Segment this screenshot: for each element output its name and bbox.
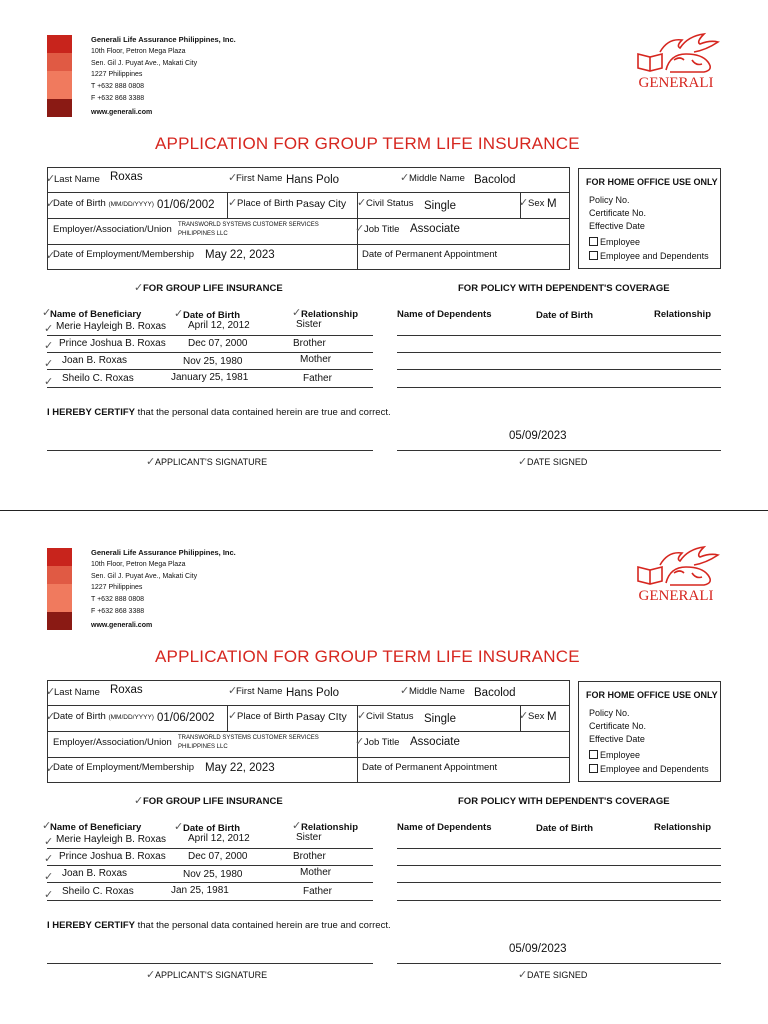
generali-lion-logo (630, 543, 722, 603)
dependent-row-line (397, 900, 721, 901)
dob-label: Date of Birth (MM/DD/YYYY) (53, 198, 154, 209)
dependent-dob-header: Date of Birth (536, 823, 593, 834)
home-office-heading: FOR HOME OFFICE USE ONLY (586, 690, 718, 700)
dob-value: 01/06/2002 (157, 199, 215, 211)
brand-swatch-3 (47, 71, 72, 99)
first-name-label: First Name (236, 173, 283, 184)
dependent-dob-header: Date of Birth (536, 310, 593, 321)
place-of-birth-label: Place of Birth (237, 198, 294, 209)
last-name-label: Last Name (54, 687, 100, 698)
brand-swatch-4 (47, 99, 72, 117)
home-office-heading: FOR HOME OFFICE USE ONLY (586, 177, 718, 187)
middle-name-label: Middle Name (409, 173, 465, 184)
employer-label: Employer/Association/Union (53, 737, 172, 748)
company-name: Generali Life Assurance Philippines, Inc. (91, 548, 236, 557)
svg-text:GENERALI: GENERALI (638, 588, 714, 603)
company-name: Generali Life Assurance Philippines, Inc. (91, 35, 236, 44)
company-address: 10th Floor, Petron Mega Plaza Sen. Gil J. Puyat Ave., Makati City 1227 Philippines T +632 888 0808 F +632 868 3388 (91, 561, 198, 615)
certificate-no-label: Certificate No. (589, 721, 647, 731)
place-of-birth-value: Pasay City (296, 198, 347, 210)
company-address: 10th Floor, Petron Mega Plaza Sen. Gil J. Puyat Ave., Makati City 1227 Philippines T +632 888 0808 F +632 868 3388 (91, 48, 198, 102)
brand-swatch-1 (47, 35, 72, 53)
dependent-row-line (397, 882, 721, 883)
employer-value: TRANSWORLD SYSTEMS CUSTOMER SERVICES PHILIPPINES LLC (178, 222, 319, 237)
date-permanent-label: Date of Permanent Appointment (362, 762, 498, 773)
relationship-header: Relationship (301, 822, 359, 833)
company-website: www.generali.com (91, 109, 153, 116)
dependents-coverage-heading: FOR POLICY WITH DEPENDENT'S COVERAGE (458, 283, 670, 294)
middle-name-value: Bacolod (474, 687, 516, 699)
employee-checkbox[interactable]: Employee (589, 750, 640, 760)
employer-label: Employer/Association/Union (53, 224, 172, 235)
date-signed-value: 05/09/2023 (509, 943, 567, 955)
date-employment-value: May 22, 2023 (205, 762, 275, 774)
job-title-value: Associate (410, 223, 460, 235)
place-of-birth-value: Pasay CIty (296, 711, 347, 723)
beneficiary-dob-header: Date of Birth (183, 823, 240, 834)
civil-status-label: Civil Status (366, 198, 414, 209)
sex-value: M (547, 711, 557, 723)
dependent-row-line (397, 335, 721, 336)
application-form-2: Generali Life Assurance Philippines, Inc. 10th Floor, Petron Mega Plaza Sen. Gil J. Puyat Ave., Makati City 1227 Philippines T +632 888 0808 F +632 868 3388 www.generali.com GENERALI APPLICATION FOR GROUP TERM LIFE INSURANCE ✓ Last Name Roxas ✓ First Name Hans Polo ✓ Middle Name Bacolod ✓ Date of Birth (MM/DD/YYYY) 01/06/2002 ✓ Place of Birth Pasay CIty ✓ Civil Status Single ✓ Sex M Employer/Association/Union TRANSWORLD SYSTEMS CUSTOMER SERVICES PHILIPPINES LLC ✓ Job Title Associate ✓ Date of Employment/Membership May 22, 2023 Date of Permanent Appointment FOR HOME OFFICE USE ONLY Policy No. Certificate No. Effective Date Employee Employee and Dependents ✓ FOR GROUP LIFE INSURANCE FOR POLICY WITH DEPENDENT'S COVERAGE ✓ Name of Beneficiary ✓ Date of Birth ✓ Relationship Name of Dependents Date of Birth Relationship ✓ Merie Hayleigh B. Roxas April 12, 2012 Sister ✓ Prince Joshua B. Roxas Dec 07, 2000 Brother ✓ Joan B. Roxas Nov 25, 1980 Mother ✓ Sheilo C. Roxas Jan 25, 1981 Father I HEREBY CERTIFY that the personal data contained herein are true and correct. 05/09/2023 ✓ APPLICANT'S SIGNATURE ✓ DATE SIGNED (0, 513, 768, 1003)
brand-swatch-1 (47, 548, 72, 566)
dependent-row-line (397, 387, 721, 388)
svg-text:GENERALI: GENERALI (638, 75, 714, 90)
brand-swatch-2 (47, 53, 72, 71)
last-name-value: Roxas (110, 171, 143, 183)
dependent-relationship-header: Relationship (654, 822, 712, 833)
policy-no-label: Policy No. (589, 195, 630, 205)
applicant-signature-label: APPLICANT'S SIGNATURE (155, 970, 268, 980)
first-name-label: First Name (236, 686, 283, 697)
last-name-label: Last Name (54, 174, 100, 185)
employer-value: TRANSWORLD SYSTEMS CUSTOMER SERVICES PHILIPPINES LLC (178, 735, 319, 750)
dependent-relationship-header: Relationship (654, 309, 712, 320)
relationship-header: Relationship (301, 309, 359, 320)
dependent-name-header: Name of Dependents (397, 309, 492, 320)
date-signed-value: 05/09/2023 (509, 430, 567, 442)
dob-label: Date of Birth (MM/DD/YYYY) (53, 711, 154, 722)
applicant-signature-label: APPLICANT'S SIGNATURE (155, 457, 268, 467)
date-employment-label: Date of Employment/Membership (53, 762, 194, 773)
employee-dependents-checkbox[interactable]: Employee and Dependents (589, 764, 709, 774)
sex-value: M (547, 198, 557, 210)
application-form-1: Generali Life Assurance Philippines, Inc. 10th Floor, Petron Mega Plaza Sen. Gil J. Puyat Ave., Makati City 1227 Philippines T +632 888 0808 F +632 868 3388 www.generali.com GENERALI APPLICATION FOR GROUP TERM LIFE INSURANCE ✓ Last Name Roxas ✓ First Name Hans Polo ✓ Middle Name Bacolod ✓ Date of Birth (MM/DD/YYYY) 01/06/2002 ✓ Place of Birth Pasay City ✓ Civil Status Single ✓ Sex M Employer/Association/Union TRANSWORLD SYSTEMS CUSTOMER SERVICES PHILIPPINES LLC ✓ Job Title Associate ✓ Date of Employment/Membership May 22, 2023 Date of Permanent Appointment FOR HOME OFFICE USE ONLY Policy No. Certificate No. Effective Date Employee Employee and Dependents ✓ FOR GROUP LIFE INSURANCE FOR POLICY WITH DEPENDENT'S COVERAGE ✓ Name of Beneficiary ✓ Date of Birth ✓ Relationship Name of Dependents Date of Birth Relationship ✓ Merie Hayleigh B. Roxas April 12, 2012 Sister ✓ Prince Joshua B. Roxas Dec 07, 2000 Brother ✓ Joan B. Roxas Nov 25, 1980 Mother ✓ Sheilo C. Roxas January 25, 1981 Father I HEREBY CERTIFY that the personal data contained herein are true and correct. 05/09/2023 ✓ APPLICANT'S SIGNATURE ✓ DATE SIGNED (0, 0, 768, 490)
company-website: www.generali.com (91, 622, 153, 629)
page-divider (0, 510, 768, 511)
date-employment-value: May 22, 2023 (205, 249, 275, 261)
dependent-row-line (397, 848, 721, 849)
brand-swatch-3 (47, 584, 72, 612)
last-name-value: Roxas (110, 684, 143, 696)
employee-dependents-checkbox[interactable]: Employee and Dependents (589, 251, 709, 261)
brand-swatch-2 (47, 566, 72, 584)
group-life-heading: FOR GROUP LIFE INSURANCE (143, 283, 283, 294)
date-signed-line (397, 963, 721, 964)
civil-status-value: Single (424, 200, 456, 212)
date-employment-label: Date of Employment/Membership (53, 249, 194, 260)
middle-name-value: Bacolod (474, 174, 516, 186)
certification-statement: I HEREBY CERTIFY that the personal data contained herein are true and correct. (47, 407, 391, 418)
job-title-value: Associate (410, 736, 460, 748)
date-signed-line (397, 450, 721, 451)
certificate-no-label: Certificate No. (589, 208, 647, 218)
signature-line (47, 963, 373, 964)
signature-line (47, 450, 373, 451)
civil-status-label: Civil Status (366, 711, 414, 722)
effective-date-label: Effective Date (589, 734, 645, 744)
beneficiary-dob-header: Date of Birth (183, 310, 240, 321)
form-title: APPLICATION FOR GROUP TERM LIFE INSURANCE (155, 134, 580, 153)
group-life-heading: FOR GROUP LIFE INSURANCE (143, 796, 283, 807)
certification-statement: I HEREBY CERTIFY that the personal data contained herein are true and correct. (47, 920, 391, 931)
middle-name-label: Middle Name (409, 686, 465, 697)
generali-lion-logo (630, 30, 722, 90)
date-signed-label: DATE SIGNED (527, 457, 588, 467)
policy-no-label: Policy No. (589, 708, 630, 718)
dependent-name-header: Name of Dependents (397, 822, 492, 833)
beneficiary-name-header: Name of Beneficiary (50, 309, 142, 320)
effective-date-label: Effective Date (589, 221, 645, 231)
date-signed-label: DATE SIGNED (527, 970, 588, 980)
date-permanent-label: Date of Permanent Appointment (362, 249, 498, 260)
first-name-value: Hans Polo (286, 174, 340, 186)
dependents-coverage-heading: FOR POLICY WITH DEPENDENT'S COVERAGE (458, 796, 670, 807)
dob-value: 01/06/2002 (157, 712, 215, 724)
dependent-row-line (397, 352, 721, 353)
job-title-label: Job Title (364, 737, 400, 748)
brand-swatch-4 (47, 612, 72, 630)
first-name-value: Hans Polo (286, 687, 340, 699)
job-title-label: Job Title (364, 224, 400, 235)
form-title: APPLICATION FOR GROUP TERM LIFE INSURANCE (155, 647, 580, 666)
civil-status-value: Single (424, 713, 456, 725)
place-of-birth-label: Place of Birth (237, 711, 294, 722)
sex-label: Sex (528, 198, 545, 209)
sex-label: Sex (528, 711, 545, 722)
dependent-row-line (397, 865, 721, 866)
employee-checkbox[interactable]: Employee (589, 237, 640, 247)
dependent-row-line (397, 369, 721, 370)
beneficiary-name-header: Name of Beneficiary (50, 822, 142, 833)
